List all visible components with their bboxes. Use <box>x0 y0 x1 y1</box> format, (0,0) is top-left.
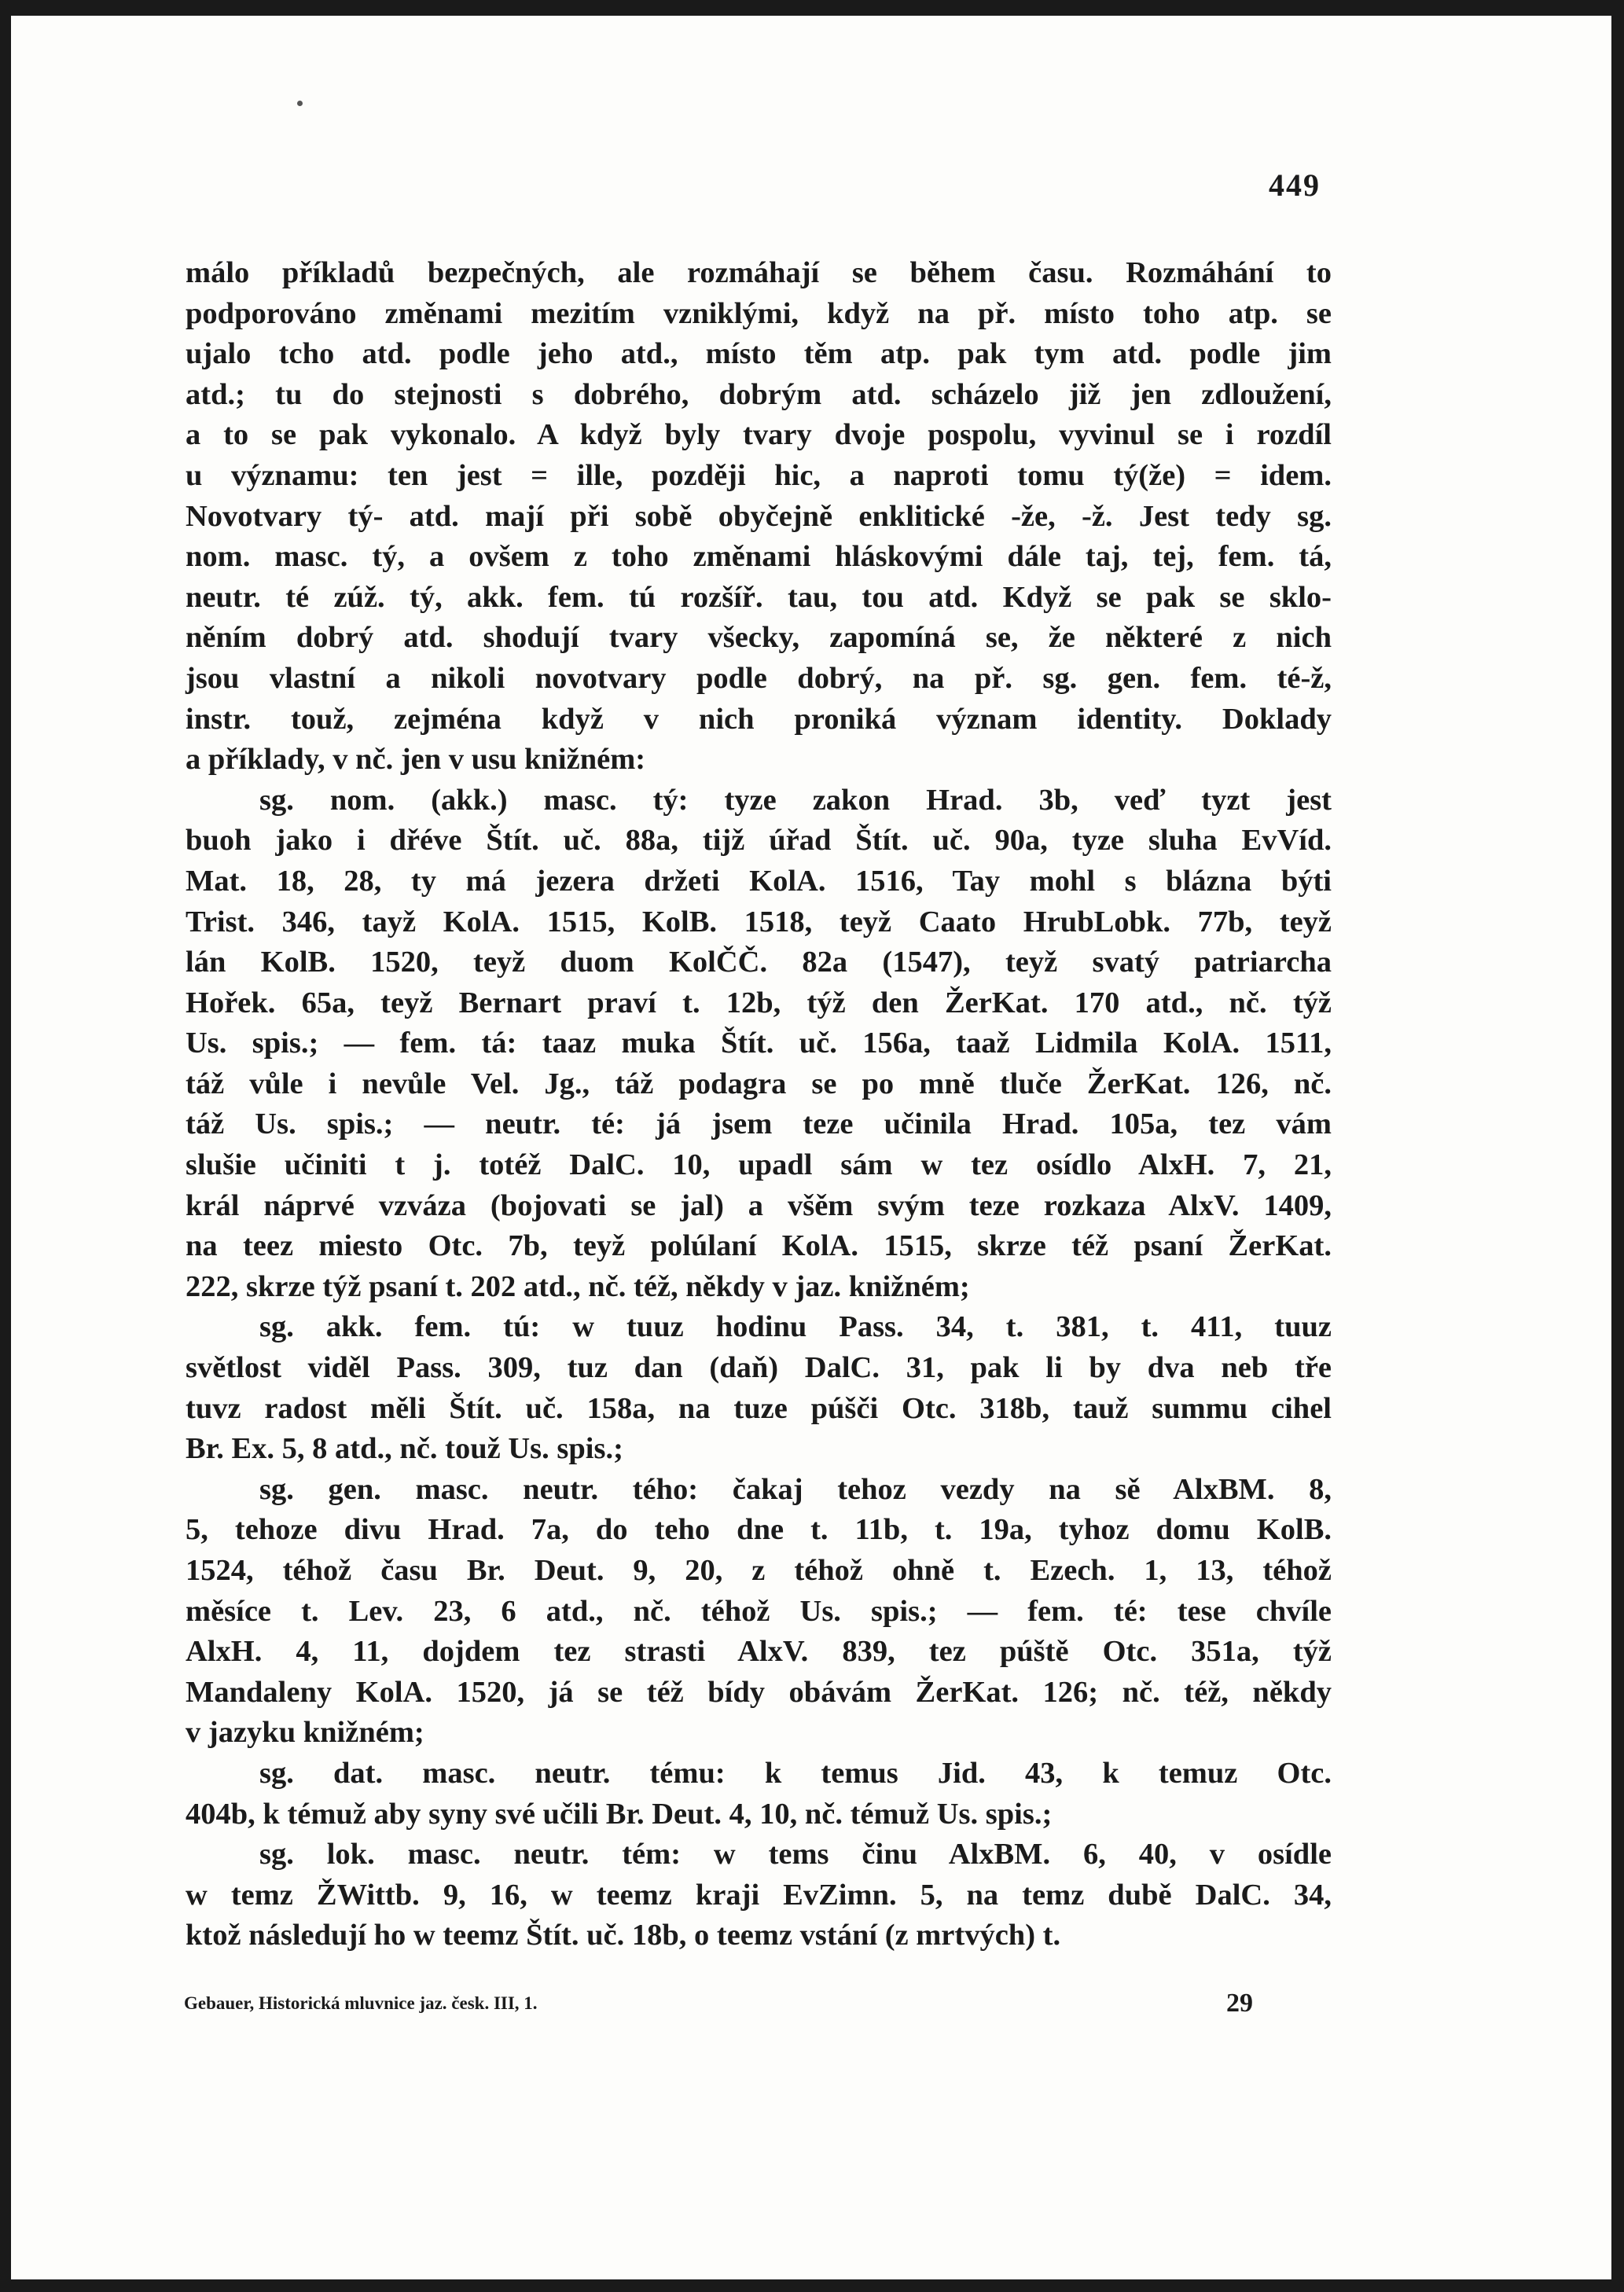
text-line: světlost viděl Pass. 309, tuz dan (daň) DalC. 31, pak li by dva neb tře <box>186 1351 1332 1385</box>
text-line: málo příkladů bezpečných, ale rozmáhají se během času. Rozmáhání to <box>186 256 1332 289</box>
text-line: nom. masc. tý, a ovšem z toho změnami hláskovými dále taj, tej, fem. tá, <box>186 540 1332 574</box>
text-line: Novotvary tý- atd. mají při sobě obyčejně enklitické -že, -ž. Jest tedy sg. <box>186 499 1332 533</box>
text-line: na teez miesto Otc. 7b, teyž polúlaní KolA. 1515, skrze též psaní ŽerKat. <box>186 1229 1332 1263</box>
text-line: sg. gen. masc. neutr. tého: čakaj tehoz vezdy na sě AlxBM. 8, <box>259 1472 1332 1506</box>
text-line: Hořek. 65a, teyž Bernart praví t. 12b, týž den ŽerKat. 170 atd., nč. týž <box>186 986 1332 1019</box>
text-line: 222, skrze týž psaní t. 202 atd., nč. též, někdy v jaz. knižném; <box>186 1269 970 1303</box>
text-line: táž vůle i nevůle Vel. Jg., táž podagra se po mně tluče ŽerKat. 126, nč. <box>186 1067 1332 1100</box>
text-line: neutr. té zúž. tý, akk. fem. tú rozšíř. tau, tou atd. Když se pak se sklo- <box>186 580 1332 614</box>
text-line: w temz ŽWittb. 9, 16, w teemz kraji EvZimn. 5, na temz dubě DalC. 34, <box>186 1878 1332 1912</box>
text-line: atd.; tu do stejnosti s dobrého, dobrým atd. scházelo již jen zdloužení, <box>186 377 1332 411</box>
page-number: 449 <box>1269 167 1321 203</box>
text-line: sg. dat. masc. neutr. tému: k temus Jid. 43, k temuz Otc. <box>259 1756 1332 1790</box>
scan-speck <box>297 101 303 106</box>
text-line: AlxH. 4, 11, dojdem tez strasti AlxV. 839, tez púště Otc. 351a, týž <box>186 1635 1332 1669</box>
text-line: Us. spis.; — fem. tá: taaz muka Štít. uč. 156a, taaž Lidmila KolA. 1511, <box>186 1027 1332 1060</box>
body-text <box>186 253 1332 1956</box>
text-line: podporováno změnami mezitím vzniklými, když na př. místo toho atp. se <box>186 296 1332 330</box>
text-line: sg. akk. fem. tú: w tuuz hodinu Pass. 34, t. 381, t. 411, tuuz <box>259 1310 1332 1344</box>
footer-citation: Gebauer, Historická mluvnice jaz. česk. III, 1. <box>184 1993 538 2013</box>
text-line: slušie učiniti t j. totéž DalC. 10, upadl sám w tez osídlo AlxH. 7, 21, <box>186 1148 1332 1182</box>
text-line: sg. lok. masc. neutr. tém: w tems činu AlxBM. 6, 40, v osídle <box>259 1838 1332 1871</box>
text-line: král náprvé vzváza (bojovati se jal) a všěm svým teze rozkaza AlxV. 1409, <box>186 1188 1332 1222</box>
text-line: Mat. 18, 28, ty má jezera držeti KolA. 1516, Tay mohl s blázna býti <box>186 864 1332 898</box>
text-line: ujalo tcho atd. podle jeho atd., místo těm atp. pak tym atd. podle jim <box>186 337 1332 371</box>
book-page <box>11 16 1611 2279</box>
text-line: sg. nom. (akk.) masc. tý: tyze zakon Hrad. 3b, veď tyzt jest <box>259 783 1332 817</box>
text-line: instr. touž, zejména když v nich proniká význam identity. Doklady <box>186 702 1332 736</box>
text-line: Mandaleny KolA. 1520, já se též bídy obávám ŽerKat. 126; nč. též, někdy <box>186 1675 1332 1709</box>
text-line: Br. Ex. 5, 8 atd., nč. touž Us. spis.; <box>186 1432 623 1466</box>
text-line: 404b, k témuž aby syny své učili Br. Deut. 4, 10, nč. témuž Us. spis.; <box>186 1797 1053 1831</box>
text-line: v jazyku knižném; <box>186 1716 424 1750</box>
text-line: buoh jako i dřéve Štít. uč. 88a, tijž úřad Štít. uč. 90a, tyze sluha EvVíd. <box>186 824 1332 858</box>
footer-signature: 29 <box>1226 1989 1253 2018</box>
text-line: jsou vlastní a nikoli novotvary podle dobrý, na př. sg. gen. fem. té-ž, <box>186 661 1332 695</box>
text-line: 5, tehoze divu Hrad. 7a, do teho dne t. 11b, t. 19a, tyhoz domu KolB. <box>186 1513 1332 1547</box>
text-line: a to se pak vykonalo. A když byly tvary dvoje pospolu, vyvinul se i rozdíl <box>186 418 1332 452</box>
text-line: ktož následují ho w teemz Štít. uč. 18b, o teemz vstání (z mrtvých) t. <box>186 1919 1061 1952</box>
text-line: tuvz radost měli Štít. uč. 158a, na tuze púšči Otc. 318b, tauž summu cihel <box>186 1391 1332 1425</box>
text-line: něním dobrý atd. shodují tvary všecky, zapomíná se, že některé z nich <box>186 621 1332 655</box>
text-line: měsíce t. Lev. 23, 6 atd., nč. téhož Us. spis.; — fem. té: tese chvíle <box>186 1594 1332 1628</box>
text-line: 1524, téhož času Br. Deut. 9, 20, z téhož ohně t. Ezech. 1, 13, téhož <box>186 1554 1332 1587</box>
text-line: lán KolB. 1520, teyž duom KolČČ. 82a (1547), teyž svatý patriarcha <box>186 946 1332 979</box>
text-line: u významu: ten jest = ille, později hic, a naproti tomu tý(že) = idem. <box>186 458 1332 492</box>
text-line: Trist. 346, tayž KolA. 1515, KolB. 1518, teyž Caato HrubLobk. 77b, teyž <box>186 905 1332 938</box>
text-line: táž Us. spis.; — neutr. té: já jsem teze učinila Hrad. 105a, tez vám <box>186 1107 1332 1141</box>
text-line: a příklady, v nč. jen v usu knižném: <box>186 743 646 777</box>
